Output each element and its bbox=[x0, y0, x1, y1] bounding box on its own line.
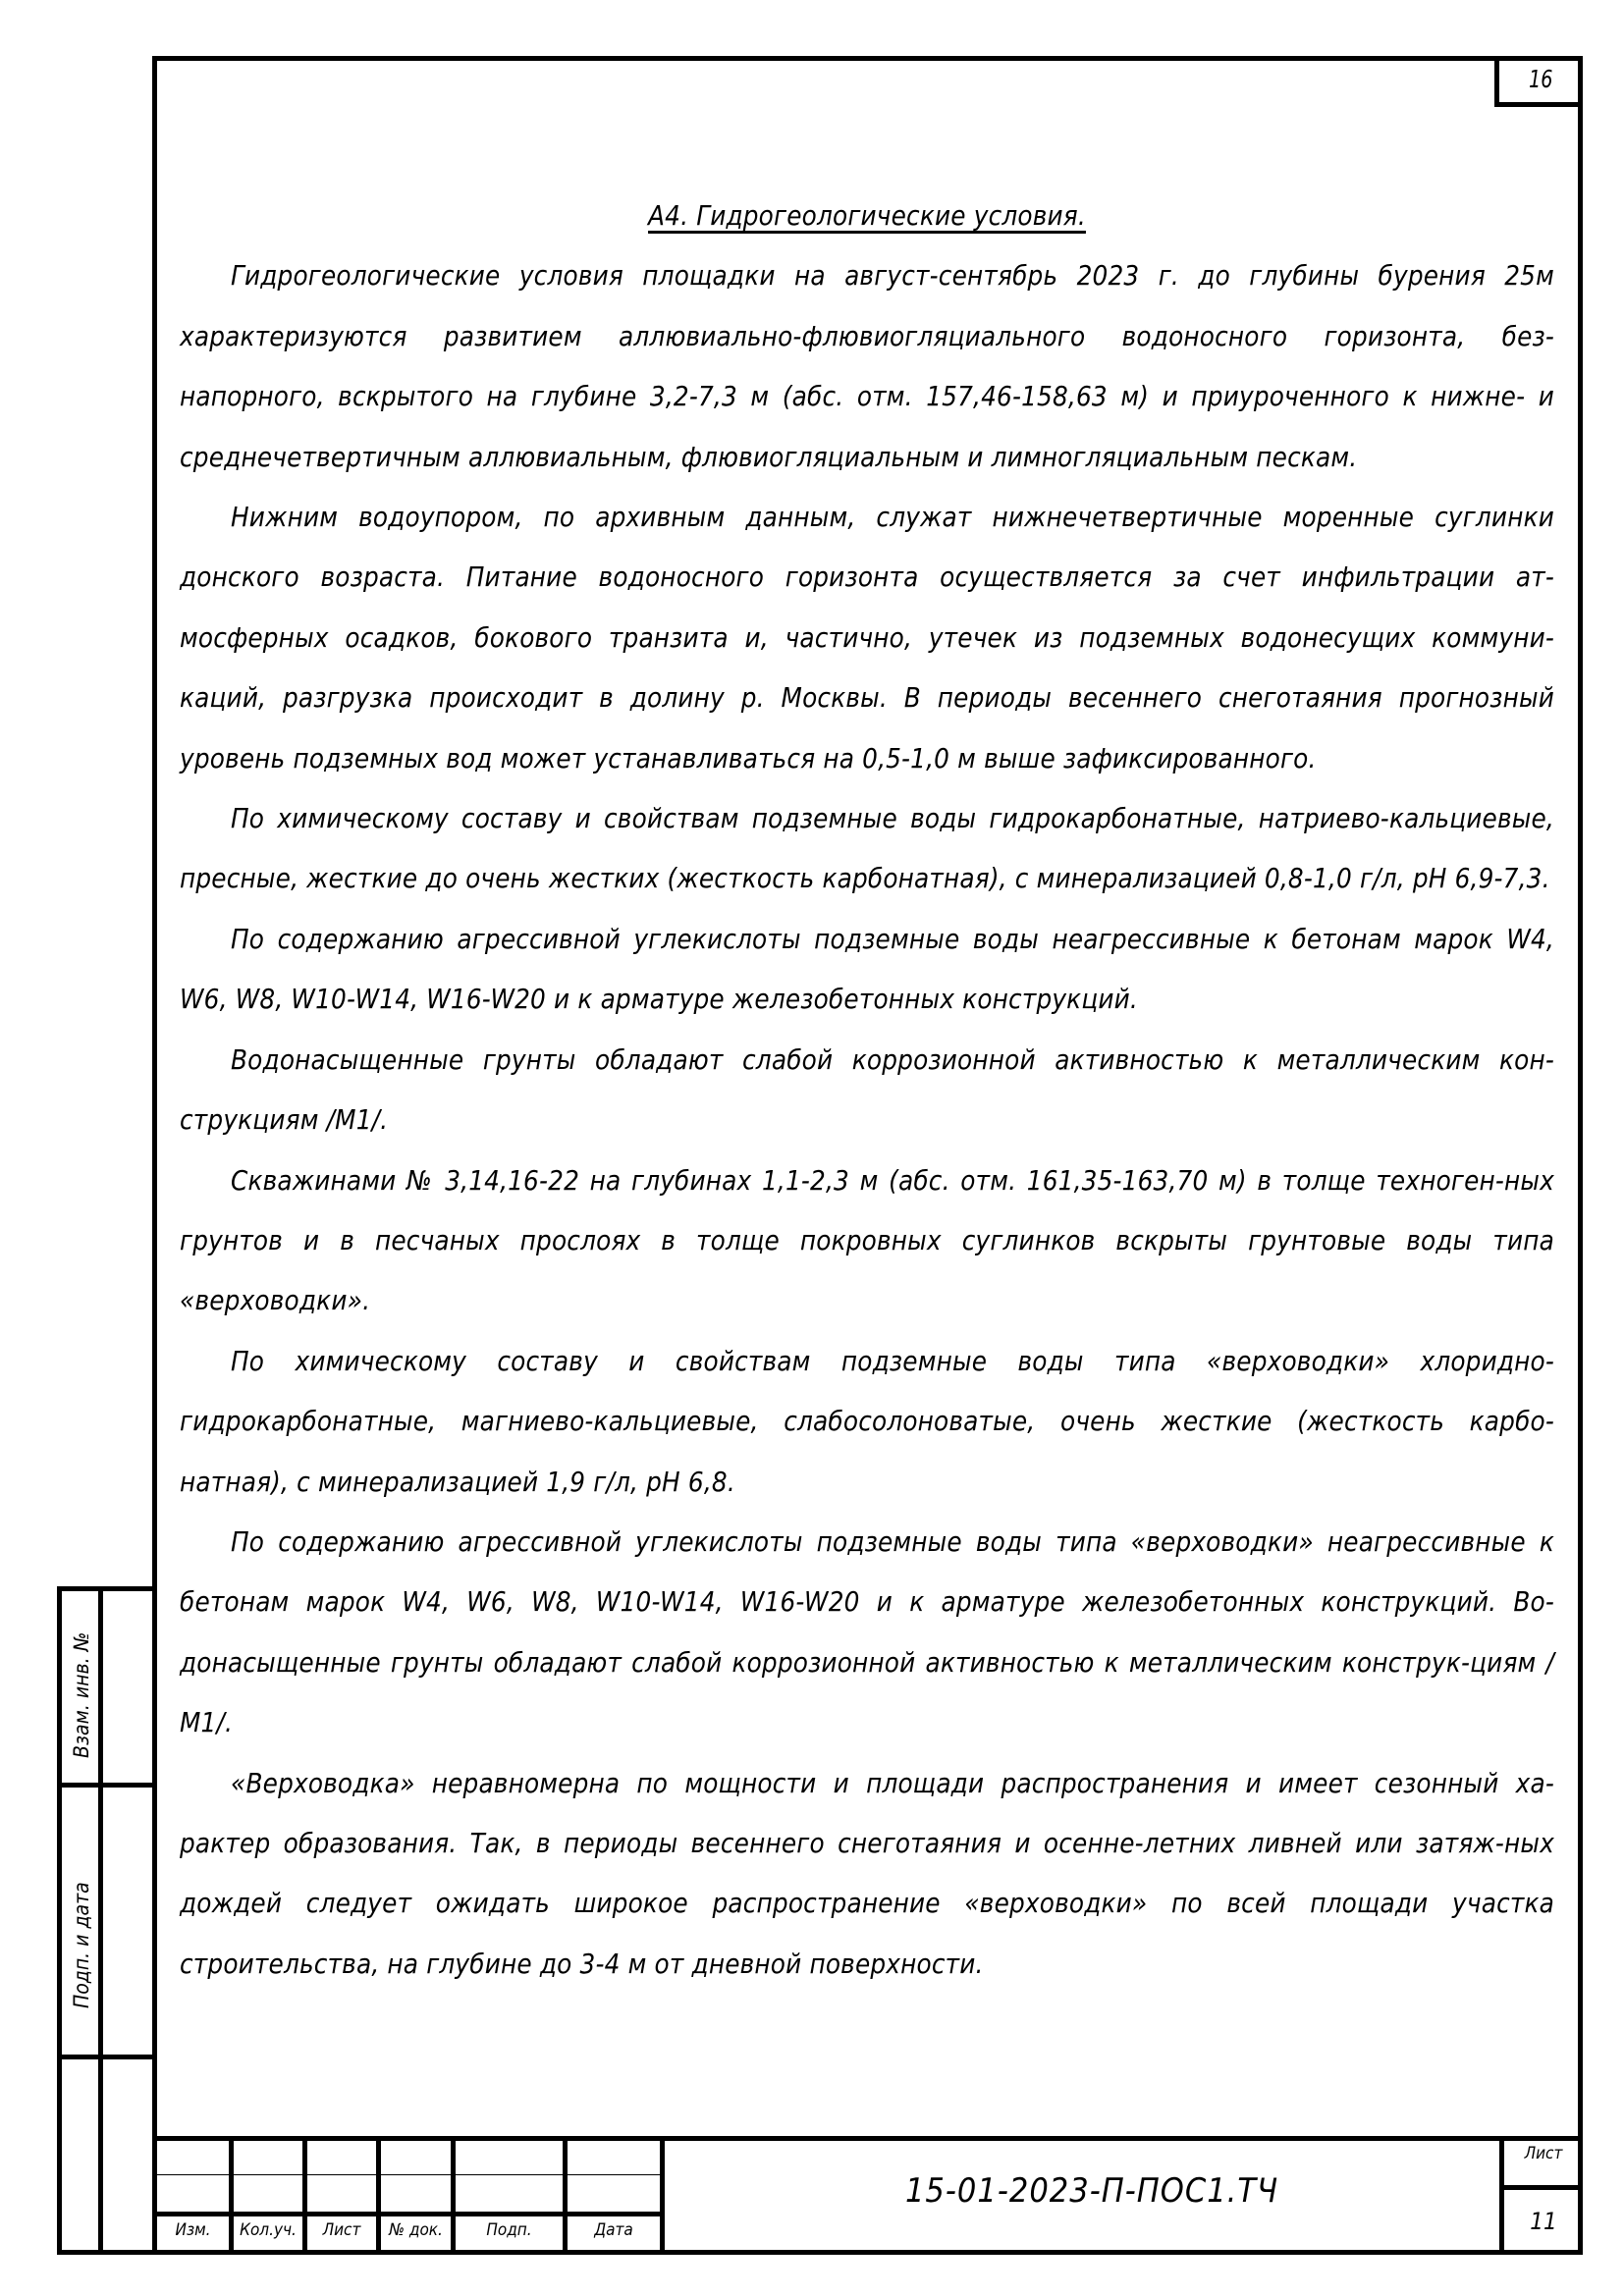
col-signature-label: Подп. bbox=[486, 2220, 532, 2240]
page-number-box bbox=[1494, 56, 1583, 107]
signature-date-label: Подп. и дата bbox=[70, 1882, 93, 2008]
side-strip bbox=[57, 1586, 152, 2255]
strip-row-divider bbox=[62, 2055, 152, 2059]
col-change-label: Изм. bbox=[175, 2220, 211, 2240]
sheet-number: 11 bbox=[1530, 2208, 1557, 2235]
paragraph: «Верховодка» неравномерна по мощности и площади распространения и имеет сезонный ха-рактер образования. Так, в периоды весеннего снеготаяния и осенне-летних ливней или затяж-ных дождей следует ожидать широкое распространение «верховодки» по всей площади участка строительства, на глубине до 3-4 м от дневной поверхности. bbox=[180, 1767, 1554, 1980]
replacement-inventory-label: Взам. инв. № bbox=[70, 1631, 93, 1758]
paragraph: По содержанию агрессивной углекислоты подземные воды типа «верховодки» неагрессивные к бетонам марок W4, W6, W8, W10-W14, W16-W20 и к арматуре железобетонных конструкций. Во-донасыщенные грунты обладают слабой коррозионной активностью к металлическим конструк-циям /М1/. bbox=[180, 1525, 1554, 1739]
col-date-label: Дата bbox=[594, 2220, 633, 2240]
paragraph: По химическому составу и свойствам подземные воды гидрокарбонатные, натриево-кальциевые, пресные, жесткие до очень жестких (жесткость карбонатная), с минерализацией 0,8-1,0 г/л, pH 6,9-7,3. bbox=[180, 803, 1554, 895]
paragraph: По содержанию агрессивной углекислоты подземные воды неагрессивные к бетонам марок W4, W6, W8, W10-W14, W16-W20 и к арматуре железобетонных конструкций. bbox=[180, 923, 1554, 1016]
title-block bbox=[152, 2136, 1583, 2255]
document-body bbox=[180, 187, 1554, 1995]
stamp-border bbox=[152, 2136, 1583, 2141]
col-docno-label: № док. bbox=[389, 2220, 443, 2240]
page-number: 16 bbox=[1529, 65, 1553, 93]
paragraph: Водонасыщенные грунты обладают слабой коррозионной активностью к металлическим кон-струкциям /М1/. bbox=[180, 1043, 1554, 1137]
col-sheet-label: Лист bbox=[322, 2220, 361, 2240]
paragraph: Гидрогеологические условия площадки на август-сентябрь 2023 г. до глубины бурения 25м характеризуются развитием аллювиально-флювиогляциального водоносного горизонта, без-напорного, вскрытого на глубине 3,2-7,3 м (абс. отм. 157,46-158,63 м) и приуроченного к нижне- и среднечетвертичным аллювиальным, флювиогляциальным и лимногляциальным пескам. bbox=[180, 260, 1554, 473]
paragraph: Скважинами № 3,14,16-22 на глубинах 1,1-2,3 м (абс. отм. 161,35-163,70 м) в толще техноген-ных грунтов и в песчаных прослоях в толще покровных суглинков вскрыты грунтовые воды типа «верховодки». bbox=[180, 1164, 1554, 1317]
paragraph: Нижним водоупором, по архивным данным, служат нижнечетвертичные моренные суглинки донского возраста. Питание водоносного горизонта осуществляется за счет инфильтрации ат-мосферных осадков, бокового транзита и, частично, утечек из подземных водонесущих коммуни-каций, разгрузка происходит в долину р. Москвы. В периоды весеннего снеготаяния прогнозный уровень подземных вод может устанавливаться на 0,5-1,0 м выше зафиксированного. bbox=[180, 502, 1554, 774]
paragraph: По химическому составу и свойствам подземные воды типа «верховодки» хлоридно-гидрокарбонатные, магниево-кальциевые, слабосолоноватые, очень жесткие (жесткость карбо-натная), с минерализацией 1,9 г/л, pH 6,8. bbox=[180, 1345, 1554, 1498]
section-heading: А4. Гидрогеологические условия. bbox=[648, 200, 1086, 232]
strip-row-divider bbox=[62, 1783, 152, 1788]
sheet-label: Лист bbox=[1524, 2144, 1563, 2163]
strip-divider bbox=[98, 1591, 103, 2255]
document-code: 15-01-2023-П-ПОС1.ТЧ bbox=[904, 2171, 1279, 2211]
col-qty-label: Кол.уч. bbox=[240, 2220, 297, 2240]
